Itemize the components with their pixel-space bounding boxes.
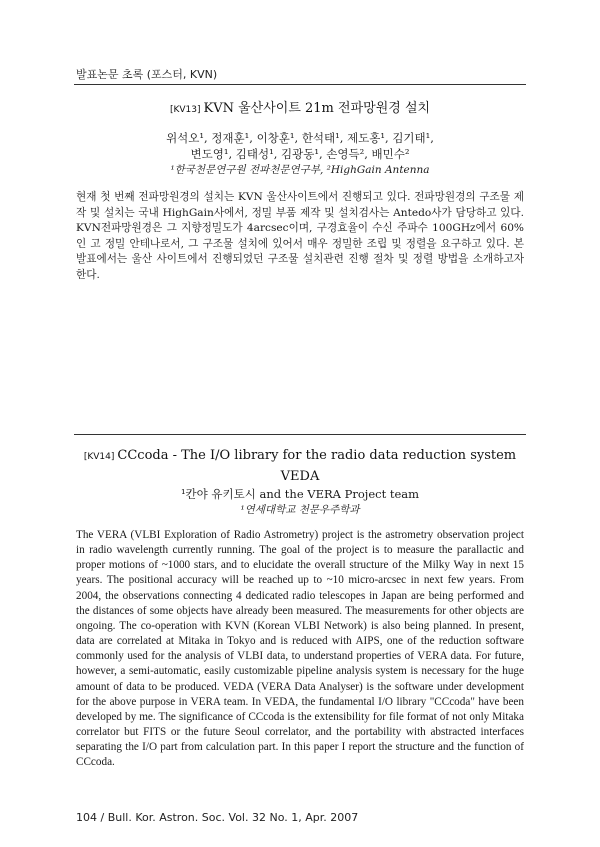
paper1-title-text: KVN 울산사이트 21m 전파망원경 설치 <box>203 101 431 116</box>
section-header-label: 발표논문 초록 (포스터, KVN) <box>76 68 218 81</box>
header-divider <box>74 84 526 85</box>
paper1-affiliation: ¹한국천문연구원 전파천문연구부, ²HighGain Antenna <box>170 164 430 176</box>
paper2-title-line1: CCcoda - The I/O library for the radio data reduction system <box>117 448 517 463</box>
section-divider <box>74 434 526 435</box>
paper2-title-line2: VEDA <box>280 469 320 484</box>
paper2-abstract: The VERA (VLBI Exploration of Radio Astrometry) project is the astrometry observation project in radio wavelength currently running. The goal of the project is to measure the parallactic and proper motions of ~1000 stars, and to elucidate the overall structure of the Milky Way in next 15 years. The positional accuracy will be reached up to ~10 micro-arcsec in next few years. From 2004, the observations connecting 4 dedicated radio telescopes in Japan are being performed and the distances of some objects have already been measured. The measurements for other objects are ongoing. The co-operation with KVN (Korean VLBI Network) is also being planned. In present, data are correlated at Mitaka in Tokyo and is reduced with AIPS, one of the reduction software commonly used for the analysis of VLBI data, to understand properties of VERA data. For future, however, a semi-automatic, easily customizable pipeline analysis system is necessary for the huge amount of data to be produced. VEDA (VERA Data Analyser) is the software under development for the above purpose in VERA team. In VEDA, the fundamental I/O library "CCcoda" have been developed by me. The significance of CCcoda is the extensibility for file format of not only Mitaka correlator but FITS or the future Seoul correlator, and the portability with abstracted interfaces separating the I/O part from calculation part. In this paper I report the structure and the function of CCcoda. <box>76 529 524 769</box>
paper1-abstract: 현재 첫 번째 전파망원경의 설치는 KVN 울산사이트에서 진행되고 있다. 전파망원경의 구조물 제작 및 설치는 국내 HighGain사에서, 정밀 부품 제작 및 설치검사는 Antedo사가 담당하고 있다. KVN전파망원경은 그 지향정밀도가 4arcsec이며, 구경효율이 수신 주파수 100GHz에서 60%인 고 정밀 안테나로서, 그 구조물 설치에 있어서 매우 정밀한 조립 및 정렬을 요구하고 있다. 본 발표에서는 울산 사이트에서 진행되었던 구조물 설치관련 진행 절차 및 정렬 방법을 소개하고자 한다. <box>76 191 524 281</box>
paper1-authors-line2: 변도영¹, 김태성¹, 김광동¹, 손영득², 배민수² <box>190 147 410 161</box>
paper1-tag: [KV13] <box>169 105 201 115</box>
page-footer-citation: 104 / Bull. Kor. Astron. Soc. Vol. 32 No. 1, Apr. 2007 <box>76 811 359 824</box>
paper2-title <box>74 446 526 486</box>
paper2-authors <box>74 486 526 518</box>
paper2-tag: [KV14] <box>83 452 115 462</box>
paper1-authors-line1: 위석오¹, 정재훈¹, 이창훈¹, 한석태¹, 제도홍¹, 김기태¹, <box>166 131 434 145</box>
paper1-authors <box>74 130 526 178</box>
paper2-affiliation: ¹연세대학교 천문우주학과 <box>240 504 360 516</box>
paper1-title <box>74 97 526 116</box>
paper2-authors-line: ¹칸야 유키토시 and the VERA Project team <box>180 487 420 501</box>
